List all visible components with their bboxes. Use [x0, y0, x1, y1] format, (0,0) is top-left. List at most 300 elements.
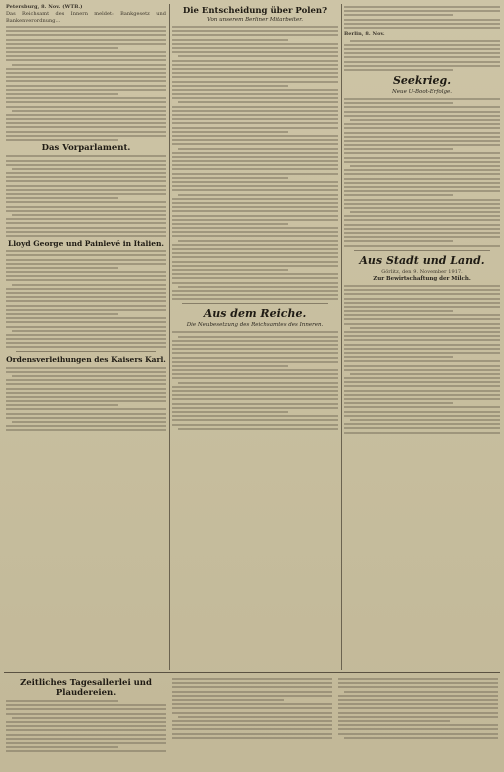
text-line — [338, 728, 498, 730]
text-line — [6, 34, 166, 36]
text-line — [172, 223, 288, 225]
text-line — [172, 699, 284, 701]
text-line — [12, 64, 166, 66]
text-line — [6, 101, 166, 103]
text-line — [6, 164, 166, 166]
text-line — [344, 415, 500, 417]
text-line — [344, 318, 500, 320]
article-subheading: Neue U-Boot-Erfolge. — [391, 88, 453, 95]
text-line — [6, 392, 166, 394]
text-line — [6, 89, 166, 91]
text-line — [172, 357, 338, 359]
text-line — [6, 126, 166, 128]
text-line — [338, 686, 498, 688]
text-line — [344, 152, 500, 154]
text-line — [6, 296, 166, 298]
text-line — [344, 106, 500, 108]
text-line — [6, 305, 166, 307]
text-line — [6, 43, 166, 45]
feuilleton-column — [172, 676, 332, 768]
section-heading: Seekrieg. — [392, 73, 452, 87]
text-line — [172, 407, 338, 409]
text-line — [344, 369, 500, 371]
text-line — [344, 140, 500, 142]
text-line — [172, 89, 338, 91]
text-line — [344, 224, 500, 226]
divider — [182, 303, 328, 304]
text-line — [172, 160, 338, 162]
text-line — [172, 377, 338, 379]
text-line — [344, 127, 500, 129]
article-intro: Das Reichsamt des Innern meldet: Bankgesetz und Bankenverordnung... — [6, 11, 166, 24]
text-line — [344, 331, 500, 333]
text-line — [6, 180, 166, 182]
text-line — [6, 139, 118, 141]
text-line — [172, 139, 338, 141]
text-line — [172, 131, 288, 133]
text-line — [6, 400, 166, 402]
text-line — [172, 143, 338, 145]
text-line — [344, 356, 453, 358]
text-line — [172, 361, 338, 363]
text-line — [172, 424, 338, 426]
text-line — [344, 115, 500, 117]
text-line — [172, 261, 338, 263]
text-line — [344, 390, 500, 392]
text-line — [6, 379, 166, 381]
text-line — [178, 148, 338, 150]
text-line — [172, 106, 338, 108]
dateline: Görlitz, den 9. November 1917. — [381, 268, 463, 275]
text-line — [344, 132, 500, 134]
text-line — [6, 218, 166, 220]
text-line — [6, 292, 166, 294]
text-line — [172, 81, 338, 83]
text-line — [344, 194, 453, 196]
section-heading: Aus dem Reiche. — [203, 307, 307, 321]
text-line — [6, 388, 166, 390]
text-line — [6, 227, 166, 229]
text-line — [344, 232, 500, 234]
text-line — [344, 56, 500, 58]
text-line — [12, 214, 166, 216]
text-line — [344, 236, 500, 238]
text-line — [172, 340, 338, 342]
text-line — [350, 419, 500, 421]
text-line — [6, 80, 166, 82]
text-line — [344, 69, 453, 71]
text-line — [6, 176, 166, 178]
feuilleton-body — [172, 678, 332, 739]
column-left — [6, 4, 166, 670]
text-line — [344, 310, 453, 312]
text-line — [12, 421, 166, 423]
text-line — [338, 720, 450, 722]
text-line — [6, 288, 166, 290]
text-line — [172, 256, 338, 258]
text-line — [6, 267, 118, 269]
text-line — [344, 182, 500, 184]
text-line — [344, 411, 500, 413]
article-body — [6, 367, 166, 432]
text-line — [6, 383, 166, 385]
text-line — [6, 342, 166, 344]
column-rule — [341, 4, 342, 670]
article-heading: Lloyd George und Painlevé in Italien. — [7, 239, 165, 249]
text-line — [172, 248, 338, 250]
text-line — [172, 712, 332, 714]
feuilleton — [6, 676, 500, 768]
text-line — [344, 48, 500, 50]
text-line — [172, 215, 338, 217]
text-line — [344, 186, 500, 188]
text-line — [172, 93, 338, 95]
text-line — [344, 377, 500, 379]
text-line — [6, 206, 166, 208]
section-heading: Aus Stadt und Land. — [359, 253, 485, 267]
text-line — [172, 398, 338, 400]
text-line — [344, 348, 500, 350]
text-line — [6, 371, 166, 373]
text-line — [6, 729, 166, 731]
text-line — [172, 390, 338, 392]
article-heading: Die Entscheidung über Polen? — [182, 6, 328, 16]
text-line — [172, 265, 338, 267]
text-line — [12, 375, 166, 377]
text-line — [6, 346, 166, 348]
text-line — [178, 101, 338, 103]
text-line — [6, 135, 166, 137]
text-line — [338, 733, 498, 735]
text-line — [344, 102, 453, 104]
text-line — [172, 135, 338, 137]
article-body — [6, 26, 166, 141]
text-line — [6, 259, 166, 261]
text-line — [6, 317, 166, 319]
text-line — [344, 219, 500, 221]
text-line — [6, 210, 166, 212]
text-line — [6, 417, 166, 419]
text-line — [344, 10, 500, 12]
text-line — [172, 344, 338, 346]
text-line — [344, 339, 500, 341]
text-line — [172, 177, 288, 179]
text-line — [172, 156, 338, 158]
text-line — [6, 235, 166, 237]
text-line — [172, 51, 338, 53]
text-line — [172, 227, 338, 229]
text-line — [6, 254, 166, 256]
feuilleton-body — [6, 700, 166, 752]
text-line — [172, 707, 332, 709]
text-line — [338, 678, 498, 680]
feuilleton-rule — [4, 672, 500, 673]
text-line — [172, 185, 338, 187]
text-line — [6, 26, 166, 28]
text-line — [6, 59, 166, 61]
article-body — [172, 331, 338, 429]
text-line — [6, 193, 166, 195]
text-line — [344, 360, 500, 362]
text-line — [172, 737, 332, 739]
text-line — [172, 198, 338, 200]
text-line — [344, 27, 500, 29]
text-line — [172, 39, 288, 41]
text-line — [172, 173, 338, 175]
text-line — [6, 250, 166, 252]
text-line — [6, 263, 166, 265]
column-rule — [169, 4, 170, 670]
text-line — [344, 178, 500, 180]
text-line — [344, 19, 500, 21]
text-line — [172, 206, 338, 208]
text-line — [344, 240, 453, 242]
text-line — [6, 72, 166, 74]
text-line — [344, 207, 500, 209]
text-line — [12, 330, 166, 332]
text-line — [172, 352, 338, 354]
text-line — [350, 119, 500, 121]
text-line — [172, 114, 338, 116]
text-line — [344, 398, 500, 400]
text-line — [338, 707, 498, 709]
text-line — [172, 168, 338, 170]
text-line — [172, 118, 338, 120]
text-line — [344, 52, 500, 54]
text-line — [6, 275, 166, 277]
text-line — [172, 26, 338, 28]
text-line — [172, 244, 338, 246]
text-line — [172, 394, 338, 396]
text-line — [344, 203, 500, 205]
text-line — [12, 110, 166, 112]
text-line — [178, 240, 338, 242]
text-line — [172, 277, 338, 279]
text-line — [344, 432, 500, 434]
text-line — [6, 189, 166, 191]
text-line — [6, 321, 166, 323]
text-line — [344, 245, 500, 247]
text-line — [350, 165, 500, 167]
text-line — [344, 306, 500, 308]
text-line — [344, 136, 500, 138]
text-line — [6, 721, 166, 723]
text-line — [6, 68, 166, 70]
text-line — [350, 40, 500, 42]
text-line — [172, 298, 338, 300]
text-line — [172, 231, 338, 233]
column-middle — [172, 4, 338, 670]
text-line — [172, 331, 338, 333]
text-line — [172, 282, 338, 284]
text-line — [6, 201, 166, 203]
text-line — [344, 215, 500, 217]
text-line — [12, 284, 166, 286]
text-line — [172, 365, 288, 367]
text-line — [6, 93, 118, 95]
text-line — [6, 106, 166, 108]
text-line — [172, 273, 338, 275]
text-line — [6, 160, 166, 162]
text-line — [172, 43, 338, 45]
text-line — [344, 285, 500, 287]
text-line — [6, 185, 166, 187]
text-line — [344, 23, 500, 25]
text-line — [344, 65, 500, 67]
text-line — [6, 222, 166, 224]
text-line — [6, 413, 166, 415]
text-line — [172, 202, 338, 204]
text-line — [172, 733, 332, 735]
article-body — [6, 155, 166, 237]
text-line — [172, 703, 332, 705]
text-line — [344, 402, 453, 404]
text-line — [6, 734, 166, 736]
text-line — [6, 396, 166, 398]
text-line — [344, 385, 500, 387]
text-line — [172, 85, 288, 87]
text-line — [6, 713, 166, 715]
feuilleton-column — [6, 676, 166, 768]
article-heading: Ordensverleihungen des Kaisers Karl. — [6, 355, 166, 365]
text-line — [344, 344, 500, 346]
text-line — [344, 199, 500, 201]
text-line — [172, 411, 288, 413]
text-line — [344, 314, 500, 316]
text-line — [178, 382, 338, 384]
feuilleton-heading: Zeitliches Tagesallerlei und Plaudereien. — [20, 678, 152, 698]
text-line — [6, 309, 166, 311]
text-line — [344, 335, 500, 337]
text-line — [172, 72, 338, 74]
text-line — [6, 742, 166, 744]
text-line — [172, 369, 338, 371]
text-line — [172, 682, 332, 684]
text-line — [6, 51, 166, 53]
text-line — [6, 76, 166, 78]
text-line — [6, 55, 166, 57]
text-line — [338, 682, 498, 684]
article-heading: Das Vorparlament. — [41, 143, 131, 154]
text-line — [172, 373, 338, 375]
text-line — [6, 39, 166, 41]
text-line — [6, 725, 166, 727]
text-line — [6, 738, 166, 740]
text-line — [6, 338, 166, 340]
text-line — [172, 419, 338, 421]
text-line — [344, 173, 500, 175]
text-line — [172, 695, 332, 697]
text-line — [344, 427, 500, 429]
text-line — [344, 293, 500, 295]
text-line — [338, 695, 498, 697]
article-subheading: Zur Bewirtschaftung der Milch. — [373, 275, 471, 282]
text-line — [6, 408, 166, 410]
text-line — [344, 148, 453, 150]
text-line — [6, 172, 166, 174]
text-line — [178, 428, 338, 430]
text-line — [172, 127, 338, 129]
text-line — [6, 231, 166, 233]
text-line — [172, 47, 338, 49]
feuilleton-body — [338, 678, 498, 739]
text-line — [172, 210, 338, 212]
text-line — [178, 336, 338, 338]
article-body — [344, 6, 500, 29]
feuilleton-column — [338, 676, 498, 768]
article-subheading: Von unserem Berliner Mitarbeiter. — [207, 17, 303, 23]
text-line — [344, 144, 500, 146]
text-line — [6, 47, 118, 49]
text-line — [344, 298, 500, 300]
text-line — [172, 294, 338, 296]
text-line — [6, 700, 118, 702]
text-line — [6, 131, 166, 133]
text-line — [344, 161, 500, 163]
text-line — [344, 157, 500, 159]
text-line — [172, 678, 332, 680]
text-line — [6, 97, 166, 99]
text-line — [6, 155, 166, 157]
text-line — [344, 352, 500, 354]
text-line — [172, 122, 338, 124]
text-line — [6, 313, 118, 315]
text-line — [6, 114, 166, 116]
text-line — [172, 181, 338, 183]
text-line — [344, 302, 500, 304]
text-line — [344, 6, 500, 8]
text-line — [178, 194, 338, 196]
article-subheading: Die Neubesetzung des Reichsamtes des Inneren. — [186, 322, 324, 329]
text-line — [344, 111, 500, 113]
text-line — [6, 326, 166, 328]
text-line — [172, 290, 338, 292]
text-line — [12, 717, 166, 719]
text-line — [338, 716, 498, 718]
text-line — [6, 708, 166, 710]
text-line — [172, 415, 338, 417]
text-line — [172, 97, 338, 99]
article-body — [6, 250, 166, 348]
text-line — [172, 728, 332, 730]
text-line — [6, 429, 166, 431]
text-line — [172, 30, 338, 32]
text-line — [6, 279, 166, 281]
text-line — [338, 699, 498, 701]
text-line — [350, 211, 500, 213]
text-line — [6, 118, 166, 120]
text-line — [344, 98, 500, 100]
text-line — [338, 703, 498, 705]
text-line — [172, 235, 338, 237]
text-line — [172, 348, 338, 350]
text-line — [344, 423, 500, 425]
article-body — [172, 26, 338, 300]
text-line — [6, 746, 118, 748]
text-line — [344, 381, 500, 383]
text-line — [6, 704, 166, 706]
text-line — [6, 300, 166, 302]
text-line — [172, 110, 338, 112]
text-line — [344, 289, 500, 291]
text-line — [344, 323, 500, 325]
text-line — [172, 386, 338, 388]
text-line — [344, 123, 500, 125]
text-line — [172, 60, 338, 62]
text-line — [172, 720, 332, 722]
text-line — [6, 197, 118, 199]
text-line — [172, 189, 338, 191]
